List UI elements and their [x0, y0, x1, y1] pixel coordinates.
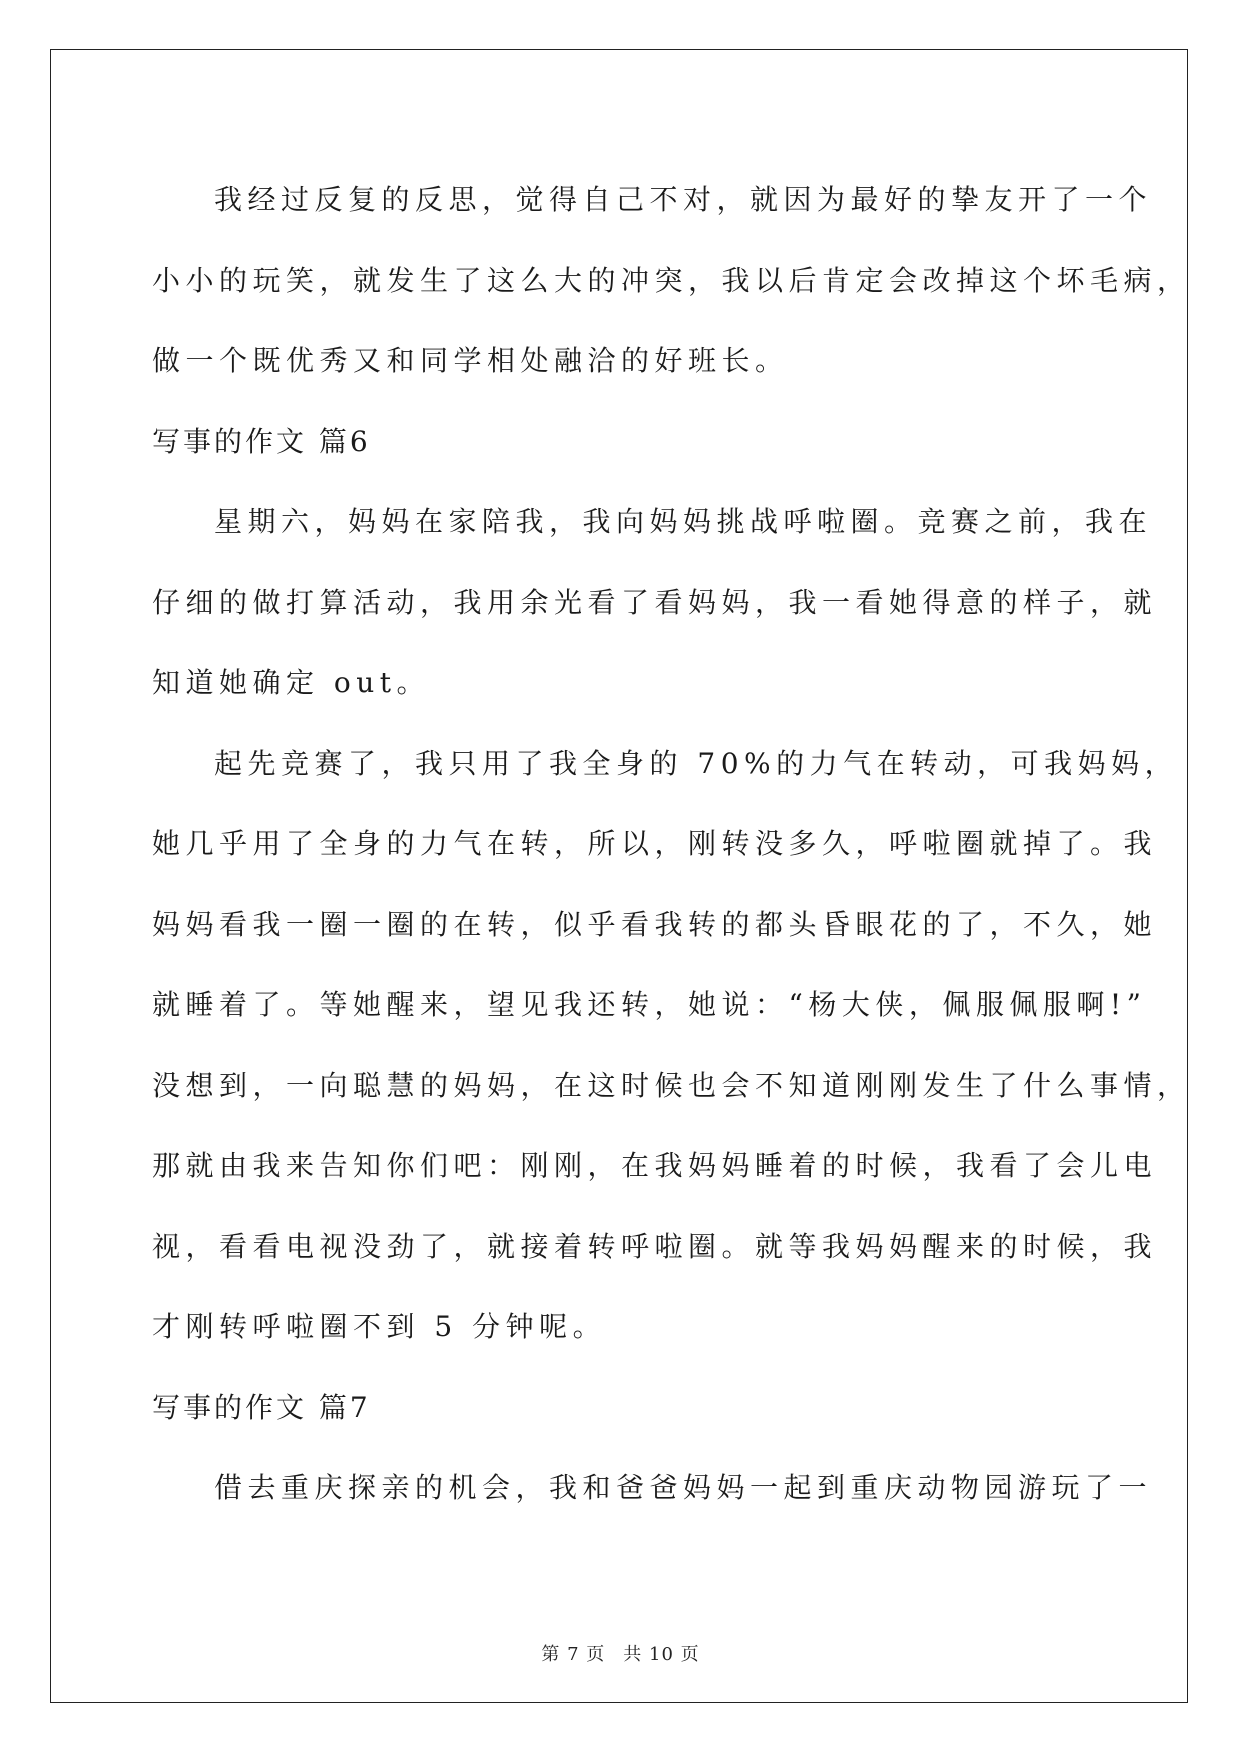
body-line: 知道她确定 out。	[152, 666, 431, 699]
document-body	[152, 160, 1191, 1529]
body-line: 她几乎用了全身的力气在转，所以，刚转没多久，呼啦圈就掉了。我	[152, 827, 1158, 860]
body-line: 仔细的做打算活动，我用余光看了看妈妈，我一看她得意的样子，就	[152, 585, 1158, 619]
page-footer	[0, 1640, 1241, 1666]
body-line: 就睡着了。等她醒来，望见我还转，她说：“杨大侠，佩服佩服啊!”	[152, 988, 1147, 1021]
body-line: 星期六，妈妈在家陪我，我向妈妈挑战呼啦圈。竞赛之前，我在	[214, 505, 1153, 538]
section-heading: 写事的作文 篇7	[152, 1390, 371, 1424]
body-line: 才刚转呼啦圈不到 5 分钟呢。	[152, 1310, 607, 1343]
body-line: 那就由我来告知你们吧：刚刚，在我妈妈睡着的时候，我看了会儿电	[152, 1149, 1158, 1182]
page-number: 第 7 页	[541, 1644, 606, 1665]
body-line: 做一个既优秀又和同学相处融洽的好班长。	[152, 344, 789, 377]
section-heading: 写事的作文 篇6	[152, 424, 371, 458]
body-line: 没想到，一向聪慧的妈妈，在这时候也会不知道刚刚发生了什么事情，	[152, 1068, 1191, 1102]
body-line: 我经过反复的反思，觉得自己不对，就因为最好的挚友开了一个	[214, 183, 1153, 216]
body-line: 视，看看电视没劲了，就接着转呼啦圈。就等我妈妈醒来的时候，我	[152, 1229, 1158, 1263]
body-line: 妈妈看我一圈一圈的在转，似乎看我转的都头昏眼花的了，不久，她	[152, 907, 1158, 941]
body-line: 小小的玩笑，就发生了这么大的冲突，我以后肯定会改掉这个坏毛病，	[152, 263, 1191, 297]
body-line: 起先竞赛了，我只用了我全身的 70%的力气在转动，可我妈妈，	[214, 746, 1179, 780]
page-total: 共 10 页	[623, 1644, 700, 1665]
body-line: 借去重庆探亲的机会，我和爸爸妈妈一起到重庆动物园游玩了一	[214, 1471, 1153, 1504]
